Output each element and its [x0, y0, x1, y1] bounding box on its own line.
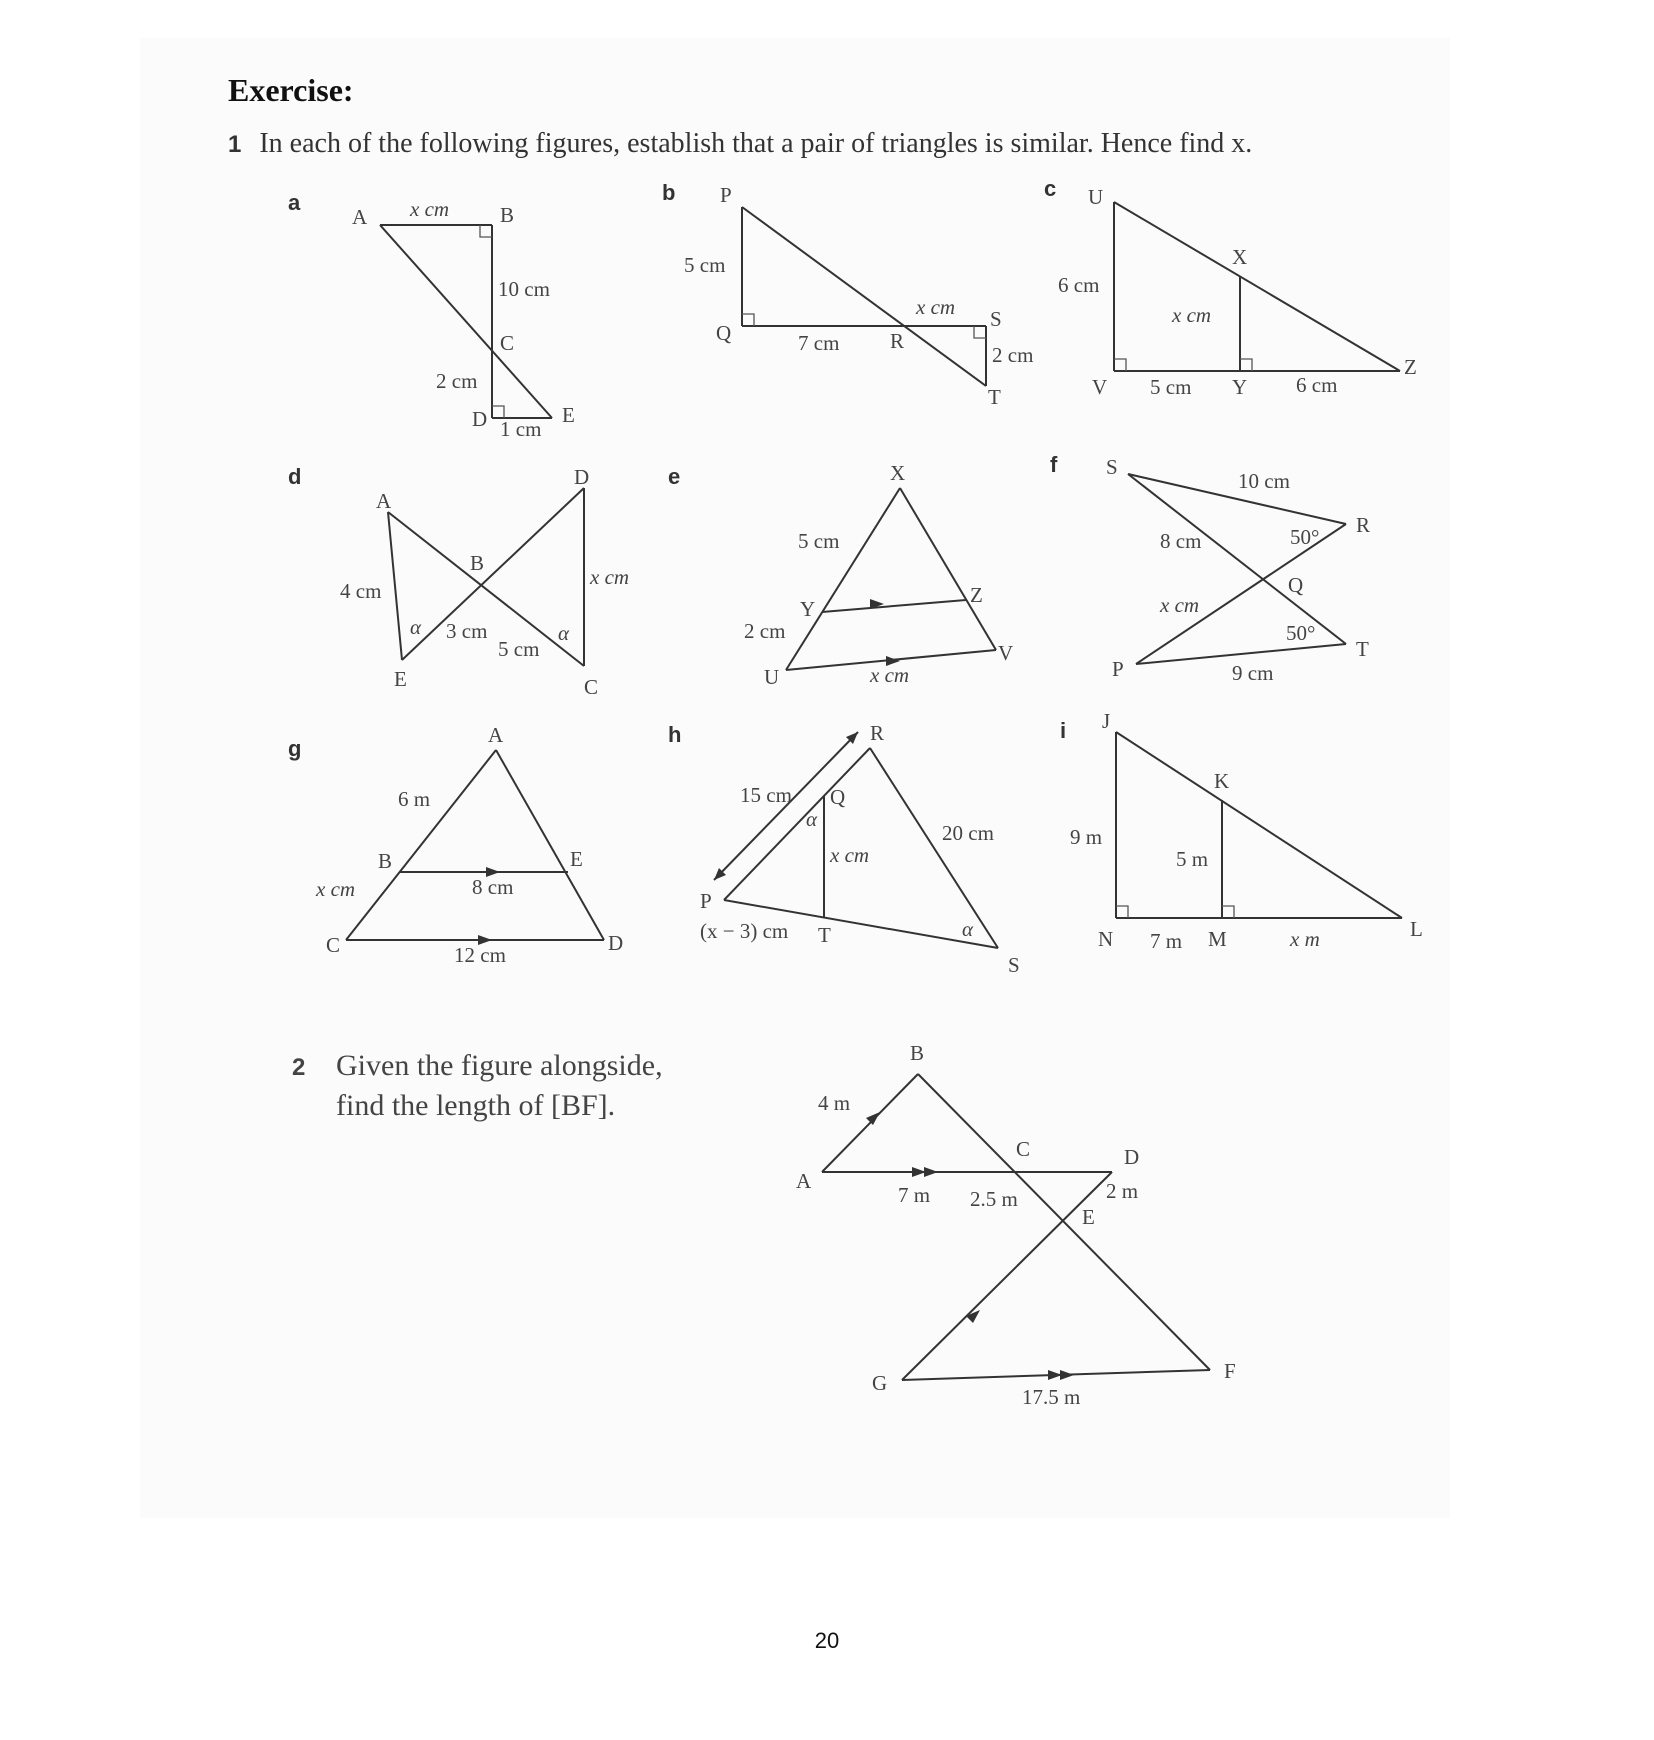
- figure-d-label: d: [288, 464, 302, 489]
- fig-q2-length-AB: 4 m: [818, 1091, 851, 1115]
- fig-b-length-PQ: 5 cm: [684, 253, 726, 277]
- fig-q2-label-F: F: [1224, 1359, 1236, 1383]
- fig-c-label-X: X: [1232, 245, 1248, 269]
- fig-q2-double-arrow-GF-1: [1048, 1370, 1062, 1380]
- fig-g-label-E: E: [570, 847, 583, 871]
- fig-i-right-angle-N: [1116, 906, 1128, 918]
- fig-q2-double-arrow-AD-2: [924, 1167, 938, 1177]
- fig-q2-label-A: A: [796, 1169, 812, 1193]
- fig-q2-length-GF: 17.5 m: [1022, 1385, 1081, 1409]
- fig-e-length-YU: 2 cm: [744, 619, 786, 643]
- fig-h-label-P: P: [700, 889, 712, 913]
- figure-c-label: c: [1044, 176, 1057, 201]
- fig-f-angle-R: 50°: [1290, 525, 1320, 549]
- fig-c-length-UV: 6 cm: [1058, 273, 1100, 297]
- fig-q2-parallel-arrow-GE: [966, 1310, 980, 1323]
- fig-e-segment-XV: [900, 488, 996, 650]
- figure-e-label: e: [668, 464, 681, 489]
- fig-g-length-AB: 6 m: [398, 787, 431, 811]
- figure-h: [668, 721, 1020, 977]
- fig-q2-segment-BF: [918, 1074, 1210, 1370]
- exercise-title: Exercise:: [228, 72, 354, 108]
- fig-f-label-R: R: [1356, 513, 1371, 537]
- fig-a-label-C: C: [500, 331, 515, 355]
- fig-i-label-J: J: [1102, 709, 1111, 733]
- fig-d-segment-ED: [402, 488, 584, 660]
- fig-c-label-V: V: [1092, 375, 1108, 399]
- fig-e-length-UV: x cm: [870, 663, 910, 687]
- fig-c-right-angle-Y: [1240, 359, 1252, 371]
- figure-a-label: a: [288, 190, 301, 215]
- fig-g-label-A: A: [488, 723, 504, 747]
- fig-e-segment-XU: [786, 488, 900, 670]
- question-1-number: 1: [228, 131, 242, 158]
- figure-g: [288, 723, 623, 967]
- figure-q2: [796, 1041, 1236, 1409]
- fig-i-label-L: L: [1410, 917, 1423, 941]
- fig-e-label-X: X: [890, 461, 906, 485]
- question-1-text: In each of the following figures, establish that a pair of triangles is similar. Hence find x.: [259, 128, 1253, 159]
- fig-c-segment-UZ: [1114, 202, 1400, 371]
- fig-d-label-D: D: [574, 465, 590, 489]
- fig-f-length-SQ: 8 cm: [1160, 529, 1202, 553]
- fig-h-length-QT: x cm: [830, 843, 870, 867]
- fig-h-label-S: S: [1008, 953, 1020, 977]
- figure-f: [1050, 452, 1370, 685]
- fig-i-label-N: N: [1098, 927, 1114, 951]
- fig-q2-label-D: D: [1124, 1145, 1140, 1169]
- fig-b-right-angle-Q: [742, 314, 754, 326]
- fig-c-length-XY: x cm: [1172, 303, 1212, 327]
- fig-i-segment-JL: [1116, 732, 1402, 918]
- fig-b-length-RS: x cm: [916, 295, 956, 319]
- fig-h-segment-RP: [724, 748, 870, 900]
- fig-q2-label-C: C: [1016, 1137, 1031, 1161]
- fig-f-label-P: P: [1112, 657, 1124, 681]
- fig-b-length-ST: 2 cm: [992, 343, 1034, 367]
- fig-a-label-B: B: [500, 203, 515, 227]
- fig-d-angle-C: α: [558, 621, 570, 645]
- fig-d-label-A: A: [376, 489, 392, 513]
- page-number: 20: [814, 1628, 840, 1653]
- question-2-number: 2: [292, 1054, 306, 1081]
- fig-c-label-U: U: [1088, 185, 1104, 209]
- fig-b-label-P: P: [720, 183, 732, 207]
- fig-c-label-Z: Z: [1404, 355, 1417, 379]
- figure-e: [668, 461, 1013, 689]
- fig-a-label-A: A: [352, 205, 368, 229]
- figure-i: [1060, 709, 1423, 953]
- fig-q2-label-E: E: [1082, 1205, 1095, 1229]
- question-2-line-2: find the length of [BF].: [336, 1089, 616, 1122]
- fig-h-angle-S: α: [962, 917, 974, 941]
- fig-e-label-Z: Z: [970, 583, 983, 607]
- fig-g-length-CD: 12 cm: [454, 943, 506, 967]
- fig-b-label-R: R: [890, 329, 905, 353]
- fig-d-segment-AE: [388, 512, 402, 660]
- fig-i-length-JN: 9 m: [1070, 825, 1103, 849]
- fig-f-label-T: T: [1356, 637, 1369, 661]
- figure-c: [1044, 176, 1417, 399]
- fig-d-label-C: C: [584, 675, 599, 699]
- fig-i-label-M: M: [1208, 927, 1227, 951]
- fig-f-label-Q: Q: [1288, 573, 1304, 597]
- fig-b-label-Q: Q: [716, 321, 732, 345]
- fig-g-label-C: C: [326, 933, 341, 957]
- fig-g-segment-AC: [346, 750, 496, 940]
- fig-h-length-PR: 15 cm: [740, 783, 792, 807]
- fig-a-length-CD: 2 cm: [436, 369, 478, 393]
- fig-b-label-T: T: [988, 385, 1001, 409]
- fig-q2-double-arrow-AD-1: [912, 1167, 926, 1177]
- fig-d-label-E: E: [394, 667, 407, 691]
- fig-d-length-DC: x cm: [590, 565, 630, 589]
- fig-g-label-B: B: [378, 849, 393, 873]
- fig-c-right-angle-V: [1114, 359, 1126, 371]
- fig-d-label-B: B: [470, 551, 485, 575]
- fig-a-right-angle-B: [480, 225, 492, 237]
- fig-d-length-BC: 5 cm: [498, 637, 540, 661]
- question-2-line-1: Given the figure alongside,: [336, 1049, 663, 1082]
- fig-f-angle-T: 50°: [1286, 621, 1316, 645]
- fig-f-length-PQ: x cm: [1160, 593, 1200, 617]
- fig-h-angle-Q: α: [806, 807, 818, 831]
- fig-i-right-angle-M: [1222, 906, 1234, 918]
- figure-b-label: b: [662, 180, 676, 205]
- fig-q2-length-CD: 2.5 m: [970, 1187, 1018, 1211]
- fig-h-length-RS: 20 cm: [942, 821, 994, 845]
- fig-g-label-D: D: [608, 931, 624, 955]
- fig-f-label-S: S: [1106, 455, 1118, 479]
- figure-a: [288, 190, 575, 441]
- fig-g-length-BE: 8 cm: [472, 875, 514, 899]
- fig-a-label-E: E: [562, 403, 575, 427]
- figure-g-label: g: [288, 736, 302, 761]
- fig-e-label-Y: Y: [800, 597, 816, 621]
- fig-b-right-angle-S: [974, 326, 986, 338]
- figure-f-label: f: [1050, 452, 1058, 477]
- fig-i-length-NM: 7 m: [1150, 929, 1183, 953]
- fig-b-label-S: S: [990, 307, 1002, 331]
- fig-f-length-PT: 9 cm: [1232, 661, 1274, 685]
- fig-h-length-PT: (x − 3) cm: [700, 919, 789, 943]
- fig-q2-parallel-arrow-AB: [866, 1112, 880, 1125]
- fig-d-length-AE: 4 cm: [340, 579, 382, 603]
- fig-h-label-R: R: [870, 721, 885, 745]
- figure-b: [662, 180, 1033, 409]
- fig-a-length-AB: x cm: [410, 197, 450, 221]
- fig-e-segment-YZ: [822, 600, 966, 612]
- fig-f-length-SR: 10 cm: [1238, 469, 1290, 493]
- fig-q2-segment-BA: [822, 1074, 918, 1172]
- fig-g-length-BC: x cm: [316, 877, 356, 901]
- fig-a-length-BC: 10 cm: [498, 277, 550, 301]
- fig-q2-length-AC: 7 m: [898, 1183, 931, 1207]
- fig-i-length-KM: 5 m: [1176, 847, 1209, 871]
- fig-e-label-U: U: [764, 665, 780, 689]
- fig-e-length-XY: 5 cm: [798, 529, 840, 553]
- fig-q2-label-G: G: [872, 1371, 888, 1395]
- fig-c-label-Y: Y: [1232, 375, 1248, 399]
- fig-c-length-VY: 5 cm: [1150, 375, 1192, 399]
- fig-a-label-D: D: [472, 407, 488, 431]
- fig-b-length-QR: 7 cm: [798, 331, 840, 355]
- figure-d: [288, 464, 629, 699]
- fig-h-label-Q: Q: [830, 785, 846, 809]
- figure-i-label: i: [1060, 718, 1067, 743]
- fig-h-label-T: T: [818, 923, 831, 947]
- fig-q2-label-B: B: [910, 1041, 925, 1065]
- fig-h-segment-RS: [870, 748, 998, 948]
- fig-q2-length-DE: 2 m: [1106, 1179, 1139, 1203]
- fig-e-label-V: V: [998, 641, 1014, 665]
- fig-d-angle-E: α: [410, 615, 422, 639]
- fig-c-length-YZ: 6 cm: [1296, 373, 1338, 397]
- figure-h-label: h: [668, 722, 682, 747]
- fig-d-length-BE: 3 cm: [446, 619, 488, 643]
- fig-q2-double-arrow-GF-2: [1060, 1370, 1074, 1380]
- fig-g-segment-AD: [496, 750, 604, 940]
- fig-i-length-ML: x m: [1290, 927, 1320, 951]
- fig-i-label-K: K: [1214, 769, 1230, 793]
- fig-a-length-DE: 1 cm: [500, 417, 542, 441]
